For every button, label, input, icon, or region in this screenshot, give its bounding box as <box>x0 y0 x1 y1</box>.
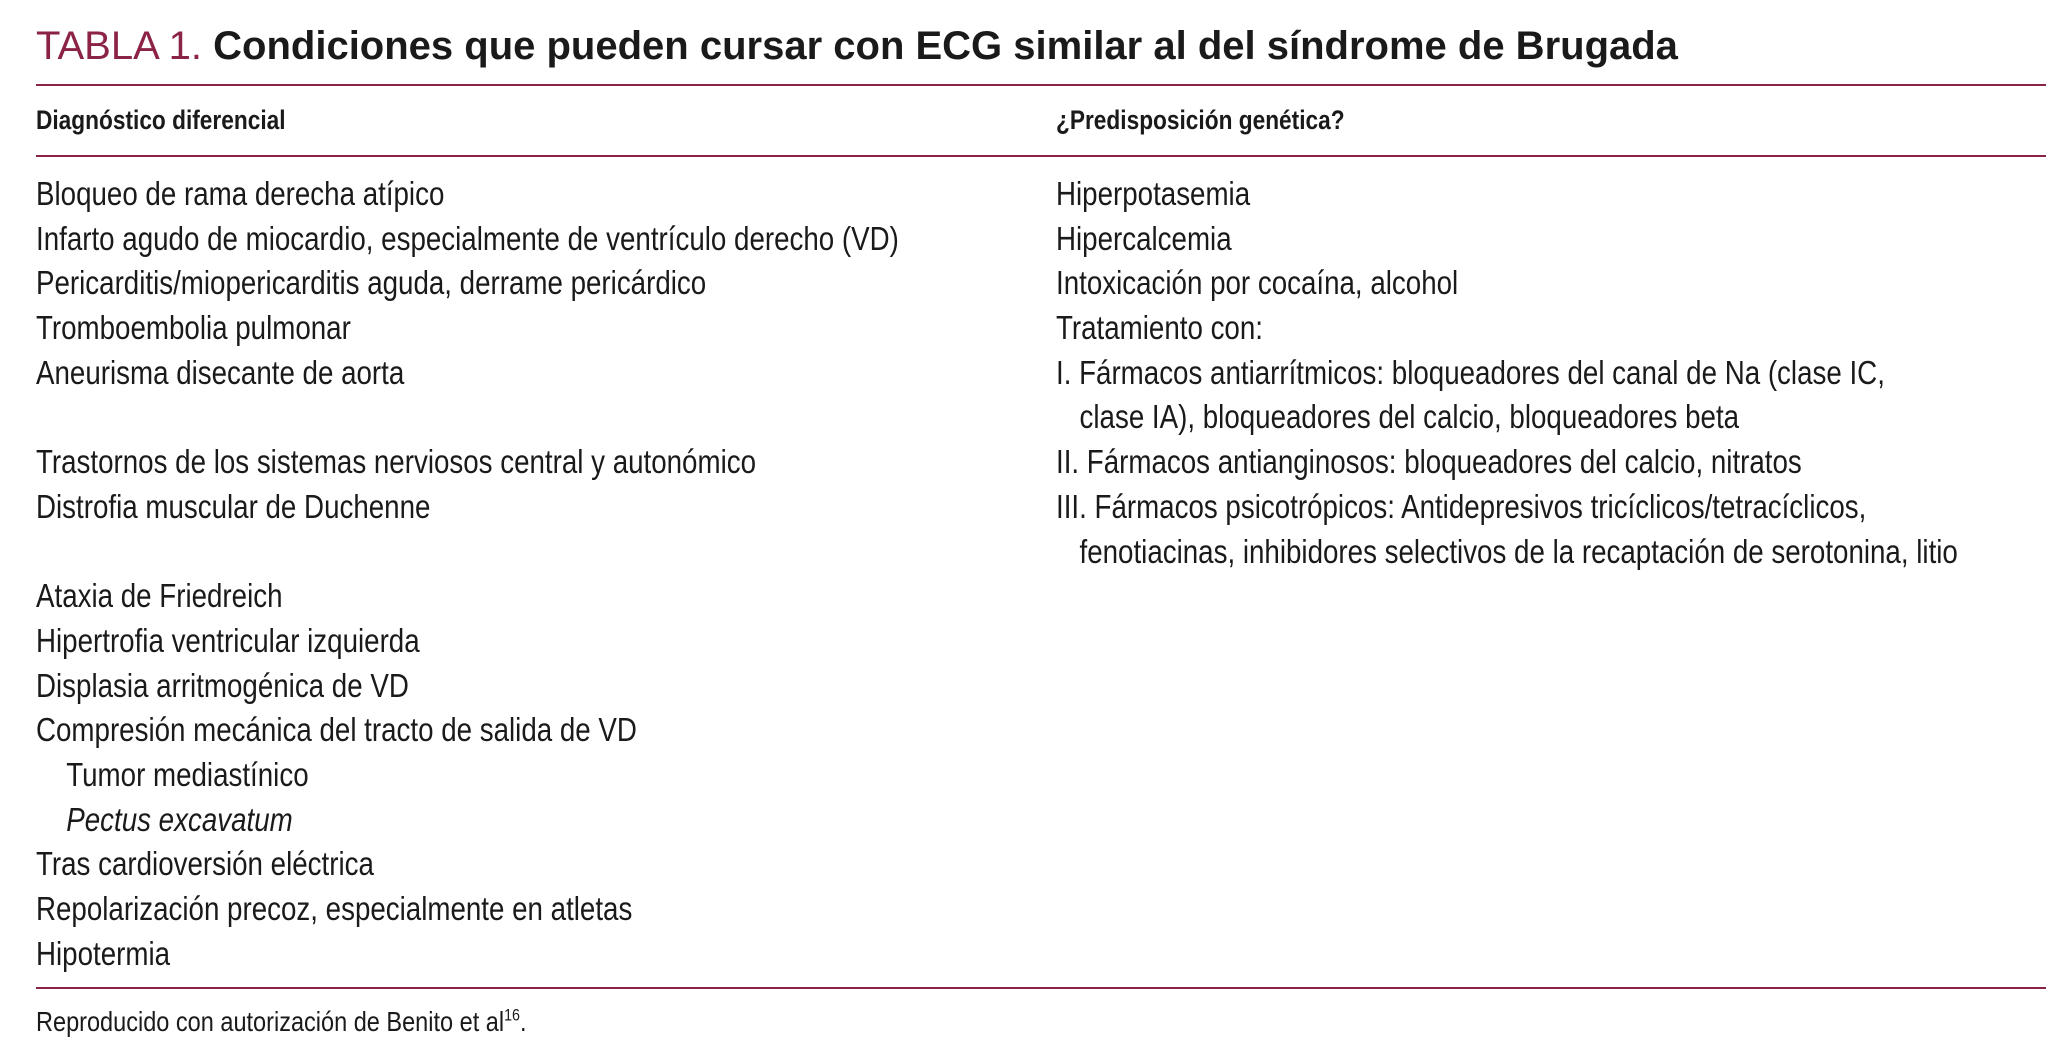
spacer <box>36 530 899 575</box>
list-item: Hiperpotasemia <box>1056 175 1251 212</box>
list-item: Tratamiento con: <box>1056 309 1263 347</box>
header-rule <box>36 155 2046 157</box>
table-title <box>36 22 1678 70</box>
footnote-end: . <box>519 1006 527 1037</box>
list-item: Hipercalcemia <box>1056 219 1232 257</box>
list-item: Distrofia muscular de Duchenne <box>36 487 431 525</box>
list-item: III. Fármacos psicotrópicos: Antidepresivos tricíclicos/tetracíclicos, <box>1056 487 1867 525</box>
header-differential-diagnosis: Diagnóstico diferencial <box>36 105 286 135</box>
list-item: Infarto agudo de miocardio, especialmente de ventrículo derecho (VD) <box>36 219 899 257</box>
list-item: I. Fármacos antiarrítmicos: bloqueadores del canal de Na (clase IC, <box>1056 353 1885 391</box>
list-item-continuation: clase IA), bloqueadores del calcio, bloqueadores beta <box>1079 398 1740 436</box>
table-caption: Condiciones que pueden cursar con ECG similar al del síndrome de Brugada <box>213 24 1678 68</box>
list-item: Intoxicación por cocaína, alcohol <box>1056 264 1459 302</box>
list-item: Trastornos de los sistemas nerviosos central y autonómico <box>36 443 757 481</box>
spacer <box>36 395 899 440</box>
list-item: Hipotermia <box>36 934 171 972</box>
list-item: Hipertrofia ventricular izquierda <box>36 621 420 659</box>
list-item: Repolarización precoz, especialmente en atletas <box>36 890 633 927</box>
list-subitem: Pectus excavatum <box>66 800 293 838</box>
column-differential-diagnosis <box>36 172 1063 976</box>
list-item: Tromboembolia pulmonar <box>36 309 351 347</box>
footnote-reference: 16 <box>504 1005 520 1025</box>
bottom-rule <box>36 987 2046 989</box>
list-item-continuation: fenotiacinas, inhibidores selectivos de la recaptación de serotonina, litio <box>1079 532 1958 570</box>
header-genetic-predisposition: ¿Predisposición genética? <box>1056 105 1345 135</box>
list-item: Displasia arritmogénica de VD <box>36 666 409 704</box>
list-item: Pericarditis/miopericarditis aguda, derrame pericárdico <box>36 264 707 302</box>
footnote-text: Reproducido con autorización de Benito et al <box>36 1006 505 1037</box>
list-item: Compresión mecánica del tracto de salida de VD <box>36 711 637 749</box>
top-rule <box>36 84 2046 86</box>
list-item: Bloqueo de rama derecha atípico <box>36 175 445 212</box>
list-item: Tras cardioversión eléctrica <box>36 845 374 883</box>
list-item: Ataxia de Friedreich <box>36 577 283 615</box>
list-item: II. Fármacos antianginosos: bloqueadores del calcio, nitratos <box>1056 443 1802 481</box>
list-subitem: Tumor mediastínico <box>66 755 309 793</box>
table-footnote <box>36 1002 527 1042</box>
column-genetic-predisposition <box>1056 172 2066 574</box>
table-number: TABLA 1. <box>36 24 203 68</box>
list-item: Aneurisma disecante de aorta <box>36 353 405 391</box>
